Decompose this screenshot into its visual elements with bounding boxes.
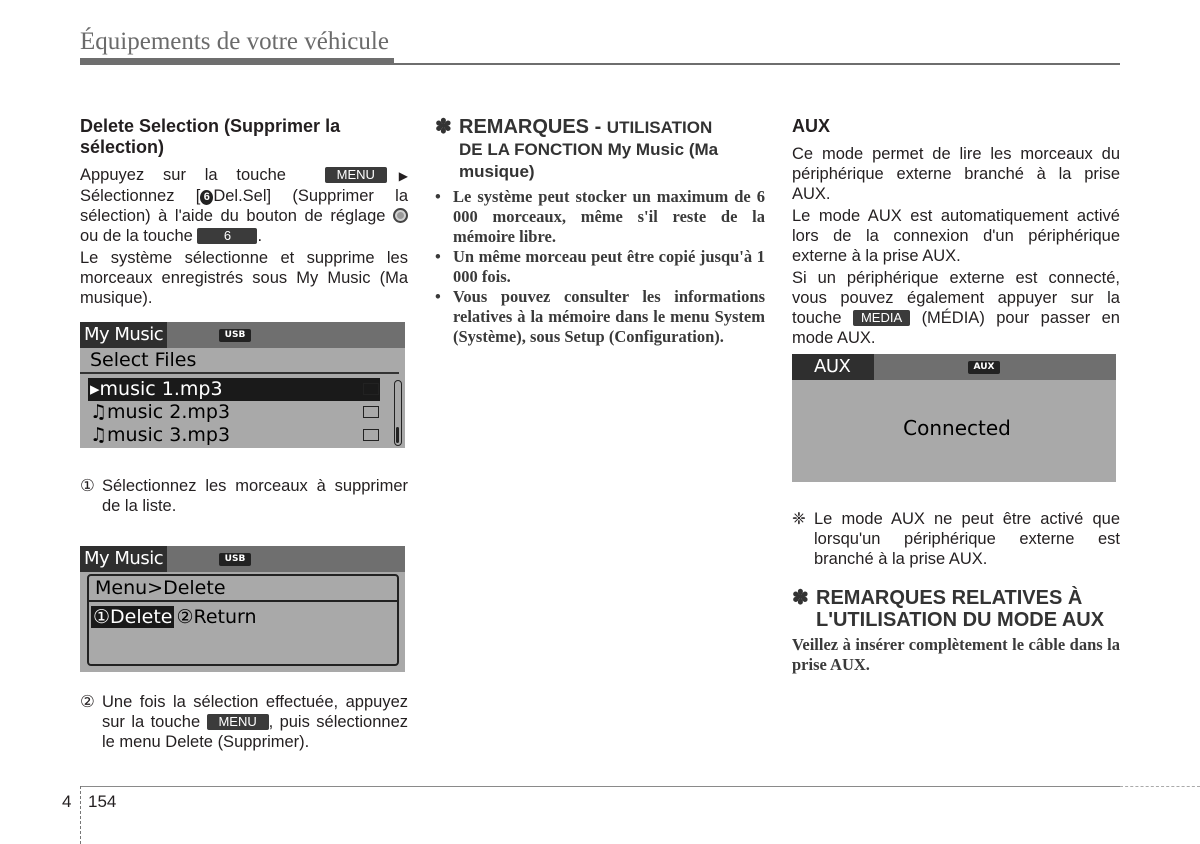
file-name: music 3.mp3 [107,424,231,446]
arrow-right-icon: ▶ [398,169,408,183]
aux-remarks-text: Veillez à insérer complètement le câble dans la prise AUX. [792,635,1120,674]
number-6-icon: 6 [200,190,213,205]
file-name: music 2.mp3 [107,401,231,423]
screen-header [80,546,405,572]
header-rule [394,63,1120,65]
tune-knob-icon [393,208,408,223]
menu-key-icon: MENU [325,167,387,183]
media-key-icon: MEDIA [853,310,910,326]
footer-divider [80,786,82,844]
connection-status: Connected [903,416,1011,440]
scrollbar-icon [394,380,402,446]
column-delete-selection [80,116,408,752]
text-fragment: Appuyez sur la touche [80,166,286,184]
list-item-text: Le système peut stocker un maximum de 6 000 morceaux, même s'il reste de la mémoire libre. [453,187,765,246]
aux-note-text: Le mode AUX ne peut être activé que lorsqu'un périphérique externe est branché à la prise AUX. [814,510,1120,568]
file-row [80,424,405,447]
usb-icon: USB [219,553,251,566]
checkbox-icon [363,429,379,441]
screen-subtitle: Select Files [80,348,399,374]
text-fragment: REMARQUES - [459,116,607,138]
bullet: • [435,287,441,306]
file-row [80,378,405,401]
usb-icon: USB [219,329,251,342]
instruction-paragraph [80,165,408,246]
text-fragment: ou de la touche [80,227,193,245]
list-item [435,187,765,247]
footer-dashed-rule [1120,786,1200,787]
section-heading: Delete Selection (Supprimer la sélection) [80,116,341,157]
text-fragment: Sélectionnez [ [80,187,201,205]
page-header-title: Équipements de votre véhicule [80,28,389,55]
footer-rule [80,786,1120,787]
aux-paragraph-2: Le mode AUX est automatiquement activé lors de la connexion d'un périphérique externe à la prise AUX. [792,207,1120,265]
screen-title: My Music [80,322,167,348]
step-1-text: Sélectionnez les morceaux à supprimer de la liste. [102,477,408,515]
checkbox-icon [363,406,379,418]
step-2 [80,692,408,752]
my-music-delete-screen [80,546,405,672]
text-fragment: . [257,227,263,245]
screen-header [80,322,405,348]
step-2-text [102,692,408,752]
text-fragment: Une fois la sélection effectuée, appuyez sur la touche [102,693,408,731]
aux-note [792,509,1120,569]
checkbox-icon [363,383,379,395]
text-fragment: UTILISATION [606,118,713,137]
aux-badge-icon: AUX [968,361,1000,374]
list-item-text: Un même morceau peut être copié jusqu'à 1 000 fois. [453,247,765,286]
column-aux [792,116,1120,675]
section-heading: AUX [792,116,831,136]
circled-number-1: ① [80,477,95,495]
file-row [80,401,405,424]
screen-header [792,354,1116,380]
aux-paragraph-1: Ce mode permet de lire les morceaux du périphérique externe branché à la prise AUX. [792,145,1120,203]
aux-remarks-title-text: REMARQUES RELATIVES À L'UTILISATION DU MODE AUX [816,587,1105,631]
description-paragraph: Le système sélectionne et supprime les morceaux enregistrés sous My Music (Ma musique). [80,249,408,307]
page-number: 154 [88,792,117,811]
remarks-list [435,187,765,347]
header-bar [80,58,394,65]
step-1 [80,476,408,516]
remarks-title-text [459,116,765,183]
aux-paragraph-3 [792,268,1120,348]
delete-option: ①Delete [93,606,173,628]
text-fragment: (MÉDIA) pour passer en mode AUX. [792,309,1120,347]
bullet: • [435,247,441,266]
bullet: • [435,187,441,206]
column-remarks-my-music [435,116,765,347]
my-music-select-screen [80,322,405,448]
file-row-selected: ▸music 1.mp3 [88,378,380,401]
screen-title: AUX [792,354,874,380]
return-option: ②Return [176,606,257,628]
chapter-number: 4 [62,792,72,811]
list-item-text: Vous pouvez consulter les informations relatives à la mémoire dans le menu System (Système), sous Setup (Configuration). [453,287,765,346]
text-fragment: Del.Sel] (Supprimer la sélection) à l'aide du bouton de réglage [80,187,409,225]
star-icon: ✽ [792,587,809,609]
remarks-title [435,116,765,183]
note-asterisk-icon: ❈ [792,510,806,528]
key-6-icon: 6 [197,228,257,244]
list-item [435,247,765,287]
screen-title: My Music [80,546,167,572]
circled-number-2: ② [80,693,95,711]
menu-options [89,606,397,629]
menu-path: Menu>Delete [95,577,226,599]
text-fragment: Si un périphérique externe est connecté, vous pouvez également appuyer sur la touche [792,269,1120,327]
text-fragment: , puis sélectionnez le menu Delete (Supprimer). [102,713,408,751]
music-note-icon: ♫ [90,401,108,423]
star-icon: ✽ [435,116,452,138]
menu-key-icon: MENU [207,714,269,730]
list-item [435,287,765,347]
file-name: music 1.mp3 [99,378,223,400]
text-fragment: DE LA FONCTION My Music (Ma musique) [459,140,719,181]
aux-remarks-title [792,587,1120,631]
menu-frame [87,574,399,666]
aux-screen [792,354,1116,482]
music-note-icon: ♫ [90,424,108,446]
